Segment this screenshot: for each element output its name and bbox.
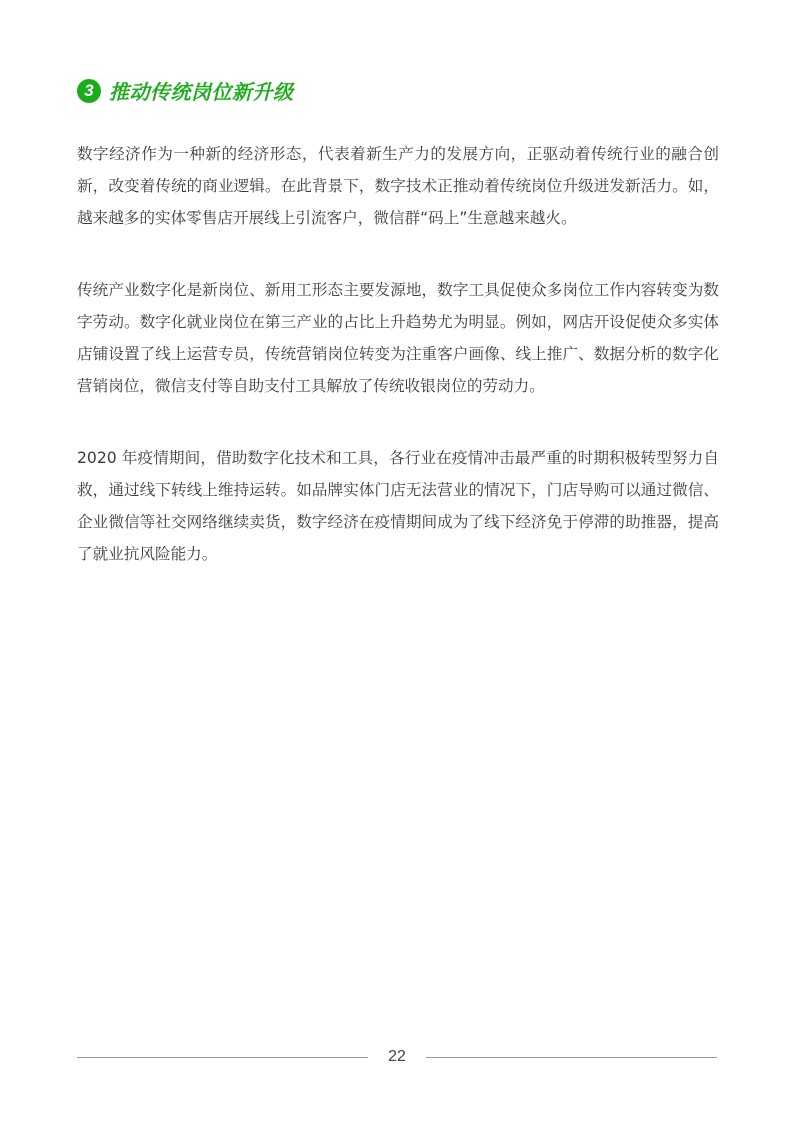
footer-rule-left <box>77 1057 368 1058</box>
paragraph: 传统产业数字化是新岗位、新用工形态主要发源地，数字工具促使众多岗位工作内容转变为数字劳动。数字化就业岗位在第三产业的占比上升趋势尤为明显。例如，网店开设促使众多实体店铺设置了线上运营专员，传统营销岗位转变为注重客户画像、线上推广、数据分析的数字化营销岗位，微信支付等自助支付工具解放了传统收银岗位的劳动力。 <box>77 281 719 395</box>
footer-rule-right <box>426 1057 717 1058</box>
paragraph: 数字经济作为一种新的经济形态，代表着新生产力的发展方向，正驱动着传统行业的融合创新，改变着传统的商业逻辑。在此背景下，数字技术正推动着传统岗位升级迸发新活力。如，越来越多的实体零售店开展线上引流客户，微信群“码上”生意越来越火。 <box>77 145 719 227</box>
paragraph: 2020 年疫情期间，借助数字化技术和工具，各行业在疫情冲击最严重的时期积极转型努力自救，通过线下转线上维持运转。如品牌实体门店无法营业的情况下，门店导购可以通过微信、企业微信等社交网络继续卖货，数字经济在疫情期间成为了线下经济免于停滞的助推器，提高了就业抗风险能力。 <box>77 449 719 563</box>
page-number: 22 <box>388 1048 406 1065</box>
section-heading <box>77 76 294 105</box>
body-text <box>77 138 719 610</box>
section-title: 推动传统岗位新升级 <box>109 80 294 104</box>
page-footer <box>77 1045 717 1069</box>
section-number-badge: 3 <box>77 79 101 103</box>
